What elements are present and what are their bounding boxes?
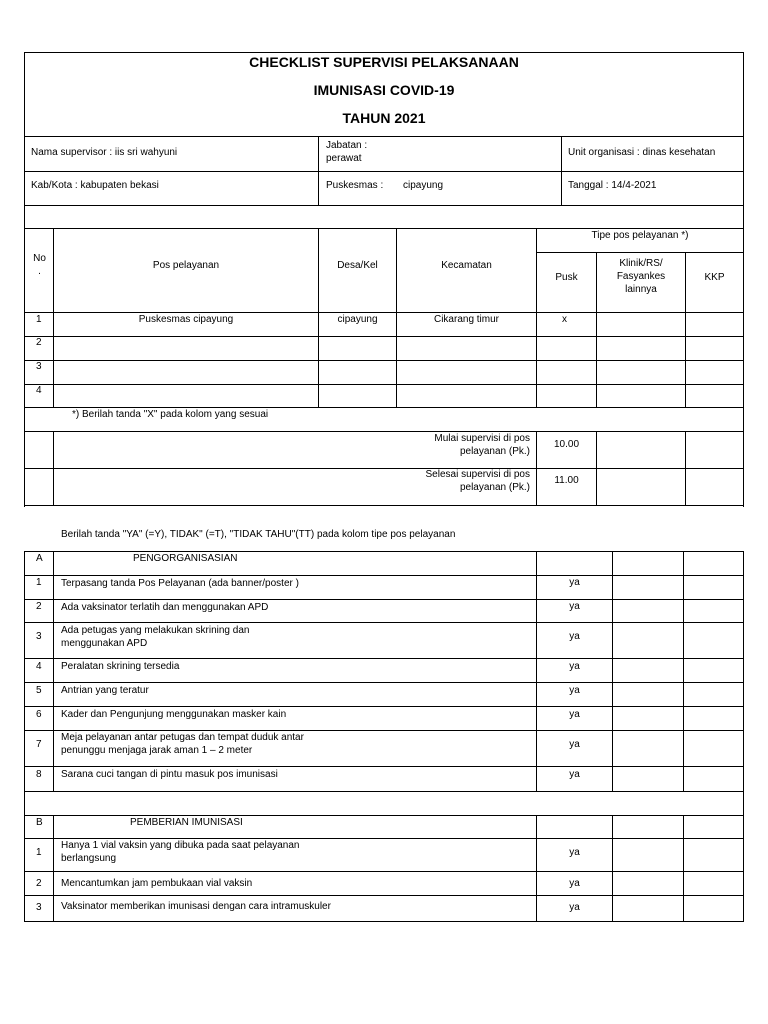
item-value: ya bbox=[569, 739, 580, 750]
border-line bbox=[743, 551, 744, 792]
border-line bbox=[24, 791, 25, 816]
border-line bbox=[24, 622, 744, 623]
border-line bbox=[53, 551, 54, 792]
item-text: Sarana cuci tangan di pintu masuk pos imunisasi bbox=[61, 769, 278, 780]
border-line bbox=[612, 551, 613, 792]
row-pusk-mark: x bbox=[562, 314, 567, 325]
border-line bbox=[24, 730, 744, 731]
item-value: ya bbox=[569, 601, 580, 612]
border-line bbox=[24, 52, 744, 53]
item-value: ya bbox=[569, 661, 580, 672]
border-line bbox=[24, 791, 744, 792]
border-line bbox=[743, 52, 744, 507]
border-line bbox=[612, 815, 613, 922]
item-value: ya bbox=[569, 709, 580, 720]
border-line bbox=[24, 599, 744, 600]
border-line bbox=[536, 228, 537, 408]
item-value: ya bbox=[569, 878, 580, 889]
border-line bbox=[685, 252, 686, 408]
section-a-title: PENGORGANISASIAN bbox=[133, 553, 238, 564]
border-line bbox=[53, 815, 54, 922]
border-line bbox=[24, 136, 744, 137]
instruction-text: Berilah tanda "YA" (=Y), TIDAK" (=T), "TIDAK TAHU"(TT) pada kolom tipe pos pelayanan bbox=[61, 529, 456, 540]
border-line bbox=[24, 706, 744, 707]
item-no: 7 bbox=[36, 739, 42, 750]
section-b-title: PEMBERIAN IMUNISASI bbox=[130, 817, 243, 828]
header-no: No . bbox=[33, 253, 46, 277]
border-line bbox=[743, 791, 744, 816]
item-value: ya bbox=[569, 577, 580, 588]
title-line-3: TAHUN 2021 bbox=[342, 110, 426, 126]
unit-organisasi: Unit organisasi : dinas kesehatan bbox=[568, 147, 716, 158]
row-no: 1 bbox=[36, 314, 42, 325]
border-line bbox=[53, 228, 54, 408]
title-line-1: CHECKLIST SUPERVISI PELAKSANAAN bbox=[249, 54, 519, 70]
jabatan-value: perawat bbox=[326, 153, 362, 164]
item-value: ya bbox=[569, 847, 580, 858]
border-line bbox=[396, 228, 397, 408]
selesai-supervisi-value: 11.00 bbox=[554, 475, 579, 486]
border-line bbox=[683, 551, 684, 792]
border-line bbox=[24, 431, 744, 432]
border-line bbox=[24, 171, 744, 172]
border-line bbox=[561, 136, 562, 206]
header-kecamatan: Kecamatan bbox=[441, 260, 492, 271]
border-line bbox=[536, 431, 537, 506]
item-value: ya bbox=[569, 902, 580, 913]
mulai-supervisi-label: Mulai supervisi di pos pelayanan (Pk.) bbox=[434, 433, 530, 457]
item-no: 5 bbox=[36, 685, 42, 696]
border-line bbox=[24, 384, 744, 385]
note-tanda-x: *) Berilah tanda "X" pada kolom yang sesuai bbox=[72, 409, 269, 420]
item-no: 2 bbox=[36, 601, 42, 612]
header-pos-pelayanan: Pos pelayanan bbox=[152, 260, 220, 271]
supervisor-name: Nama supervisor : iis sri wahyuni bbox=[31, 147, 178, 158]
border-line bbox=[53, 431, 54, 506]
border-line bbox=[536, 551, 537, 792]
section-a-code: A bbox=[36, 553, 43, 564]
border-line bbox=[24, 52, 25, 507]
border-line bbox=[536, 252, 744, 253]
item-text: Ada vaksinator terlatih dan menggunakan APD bbox=[61, 602, 269, 613]
puskesmas-label: Puskesmas : bbox=[326, 180, 384, 191]
border-line bbox=[596, 252, 597, 408]
item-no: 1 bbox=[36, 847, 42, 858]
item-text: Hanya 1 vial vaksin yang dibuka pada saat pelayanan berlangsung bbox=[61, 840, 300, 864]
border-line bbox=[683, 815, 684, 922]
row-no: 4 bbox=[36, 385, 42, 396]
border-line bbox=[24, 921, 744, 922]
border-line bbox=[318, 228, 319, 408]
item-no: 4 bbox=[36, 661, 42, 672]
item-no: 2 bbox=[36, 878, 42, 889]
border-line bbox=[24, 551, 744, 552]
border-line bbox=[24, 407, 744, 408]
item-value: ya bbox=[569, 769, 580, 780]
border-line bbox=[24, 895, 744, 896]
border-line bbox=[596, 431, 597, 506]
row-kecamatan: Cikarang timur bbox=[433, 314, 500, 325]
item-text: Meja pelayanan antar petugas dan tempat duduk antar penunggu menjaga jarak aman 1 – 2 meter bbox=[61, 732, 304, 756]
border-line bbox=[24, 205, 744, 206]
header-kkp: KKP bbox=[704, 272, 725, 283]
item-text: Kader dan Pengunjung menggunakan masker kain bbox=[61, 709, 287, 720]
border-line bbox=[24, 815, 744, 816]
item-value: ya bbox=[569, 631, 580, 642]
item-no: 8 bbox=[36, 769, 42, 780]
header-tipe-pos: Tipe pos pelayanan *) bbox=[591, 230, 689, 241]
border-line bbox=[24, 312, 744, 313]
border-line bbox=[24, 505, 744, 506]
border-line bbox=[743, 815, 744, 922]
border-line bbox=[24, 468, 744, 469]
border-line bbox=[24, 551, 25, 792]
title-line-2: IMUNISASI COVID-19 bbox=[313, 82, 455, 98]
item-text: Antrian yang teratur bbox=[61, 685, 149, 696]
puskesmas-value: cipayung bbox=[403, 180, 444, 191]
border-line bbox=[24, 682, 744, 683]
header-pusk: Pusk bbox=[555, 272, 578, 283]
header-klinik: Klinik/RS/ Fasyankes lainnya bbox=[616, 258, 666, 295]
header-desa: Desa/Kel bbox=[337, 260, 378, 271]
border-line bbox=[24, 228, 744, 229]
border-line bbox=[24, 838, 744, 839]
section-b-code: B bbox=[36, 817, 43, 828]
border-line bbox=[318, 136, 319, 206]
kab-kota: Kab/Kota : kabupaten bekasi bbox=[31, 180, 159, 191]
row-no: 2 bbox=[36, 337, 42, 348]
item-value: ya bbox=[569, 685, 580, 696]
row-desa: cipayung bbox=[337, 314, 378, 325]
jabatan-label: Jabatan : bbox=[326, 140, 368, 151]
border-line bbox=[24, 360, 744, 361]
tanggal: Tanggal : 14/4-2021 bbox=[568, 180, 657, 191]
item-text: Vaksinator memberikan imunisasi dengan cara intramuskuler bbox=[61, 901, 331, 912]
border-line bbox=[24, 575, 744, 576]
border-line bbox=[24, 766, 744, 767]
item-no: 3 bbox=[36, 631, 42, 642]
item-text: Peralatan skrining tersedia bbox=[61, 661, 180, 672]
selesai-supervisi-label: Selesai supervisi di pos pelayanan (Pk.) bbox=[425, 469, 530, 493]
item-text: Ada petugas yang melakukan skrining dan menggunakan APD bbox=[61, 625, 250, 649]
row-pos-pelayanan: Puskesmas cipayung bbox=[138, 314, 234, 325]
item-text: Mencantumkan jam pembukaan vial vaksin bbox=[61, 878, 253, 889]
item-no: 3 bbox=[36, 902, 42, 913]
border-line bbox=[685, 431, 686, 506]
border-line bbox=[24, 815, 25, 922]
border-line bbox=[24, 871, 744, 872]
item-no: 1 bbox=[36, 577, 42, 588]
border-line bbox=[536, 815, 537, 922]
border-line bbox=[24, 658, 744, 659]
mulai-supervisi-value: 10.00 bbox=[553, 439, 580, 450]
border-line bbox=[24, 336, 744, 337]
item-text: Terpasang tanda Pos Pelayanan (ada banner/poster ) bbox=[61, 578, 299, 589]
item-no: 6 bbox=[36, 709, 42, 720]
row-no: 3 bbox=[36, 361, 42, 372]
